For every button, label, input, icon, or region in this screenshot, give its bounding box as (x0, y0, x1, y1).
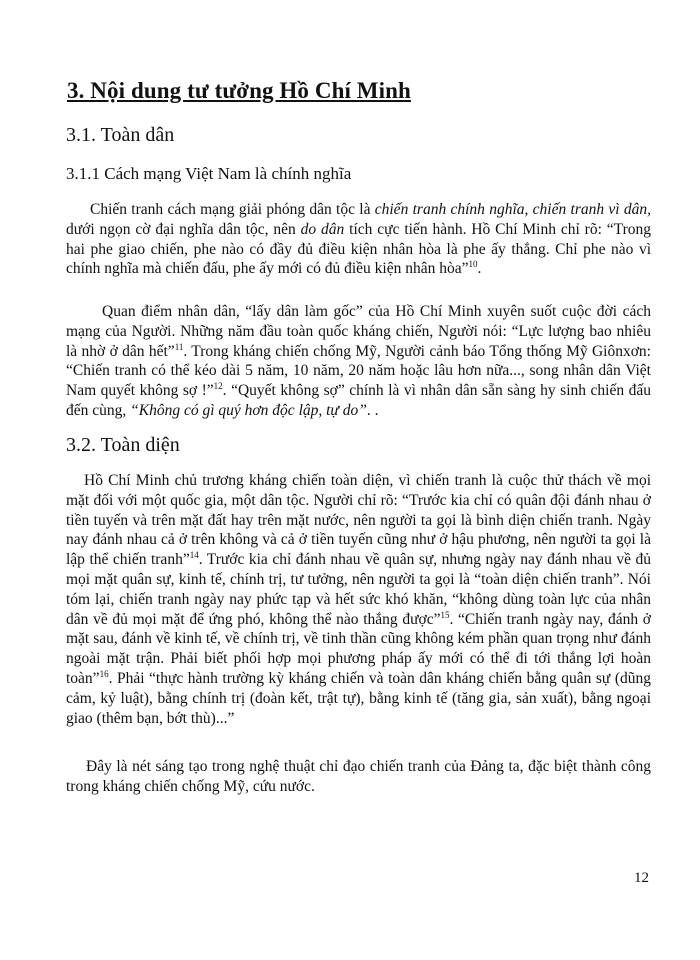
paragraph-3: Hồ Chí Minh chủ trương kháng chiến toàn diện, vì chiến tranh là cuộc thử thách về mọi mặt đối với một quốc gia, một dân tộc. Người chỉ rõ: “Trước kia chỉ có quân đội đánh nhau ở tiền tuyến và trên mặt đất hay trên mặt nước, nên người ta gọi là bình diện chiến tranh. Ngày nay đánh nhau cả ở trên không và cả ở tiền tuyến cũng như ở hậu phương, nên người ta gọi là lập thể chiến tranh”$^{14}$. Trước kia chỉ đánh nhau về quân sự, nhưng ngày nay đánh nhau về đủ mọi mặt quân sự, kinh tế, chính trị, tư tưởng, nên người ta gọi là “toàn diện chiến tranh”. Nói tóm lại, chiến tranh ngày nay phức tạp và hết sức khó khăn, “không dùng toàn lực của nhân dân về đủ mọi mặt để ứng phó, không thể nào thắng được”$^{15}$. “Chiến tranh ngày nay, đánh ở mặt sau, đánh về kinh tế, về chính trị, về tinh thần cũng không kém phần quan trọng như đánh ngoài mặt trận. Phải biết phối hợp mọi phương pháp ấy mới có thể đi tới thắng lợi hoàn toàn”$^{16}$. Phải “thực hành trường kỳ kháng chiến và toàn dân kháng chiến bằng quân sự (dũng cảm, kỷ luật), bằng chính trị (đoàn kết, trật tự), bằng kinh tế (tăng gia, sản xuất), bằng ngoại giao (thêm bạn, bớt thù)...” (66, 472, 652, 727)
quote-emphasis: “Không có gì quý hơn độc lập, tự do” (130, 401, 367, 419)
footnote-ref: 14 (189, 550, 199, 561)
subsection-title-3-2: 3.2. Toàn diện (66, 434, 180, 456)
subsection-title-3-1-1: 3.1.1 Cách mạng Việt Nam là chính nghĩa (66, 164, 352, 183)
page-number: 12 (634, 870, 649, 886)
footnote-ref: 12 (213, 381, 223, 392)
footnote-ref: 11 (174, 341, 184, 352)
section-heading: 3. Nội dung tư tưởng Hồ Chí Minh (67, 78, 411, 103)
paragraph-2: Quan điểm nhân dân, “lấy dân làm gốc” của Hồ Chí Minh xuyên suốt cuộc đời cách mạng của Người. Những năm đầu toàn quốc kháng chiến, Người nói: “Lực lượng bao nhiêu là nhờ ở dân hết”$^{11}$. Trong kháng chiến chống Mỹ, Người cảnh báo Tổng thống Mỹ Giônxơn: “Chiến tranh có thể kéo dài 5 năm, 10 năm, 20 năm hoặc lâu hơn nữa..., song nhân dân Việt Nam quyết không sợ !”$^{12}$. “Quyết không sợ” chính là vì nhân dân sẵn sàng hy sinh chiến đấu đến cùng, “Không có gì quý hơn độc lập, tự do”. . (66, 303, 651, 419)
footnote-ref: 16 (99, 668, 109, 679)
footnote-ref: 15 (440, 609, 450, 620)
emphasis-text: do dân (300, 220, 345, 238)
footnote-ref: 10 (468, 259, 478, 270)
subsection-title-3-1: 3.1. Toàn dân (66, 124, 175, 146)
paragraph-1: Chiến tranh cách mạng giải phóng dân tộc là chiến tranh chính nghĩa, chiến tranh vì dân, dưới ngọn cờ đại nghĩa dân tộc, nên do dân tích cực tiến hành. Hồ Chí Minh chỉ rõ: “Trong hai phe giao chiến, phe nào có đầy đủ điều kiện nhân hòa là phe ấy thắng. Chỉ phe nào vì chính nghĩa mà chiến đấu, phe ấy mới có đủ điều kiện nhân hòa”$^{10}$. (66, 201, 651, 278)
paragraph-4: Đây là nét sáng tạo trong nghệ thuật chỉ đạo chiến tranh của Đảng ta, đặc biệt thành công trong kháng chiến chống Mỹ, cứu nước. (66, 758, 651, 795)
emphasis-text: chiến tranh chính nghĩa, chiến tranh vì dân, (374, 201, 651, 218)
